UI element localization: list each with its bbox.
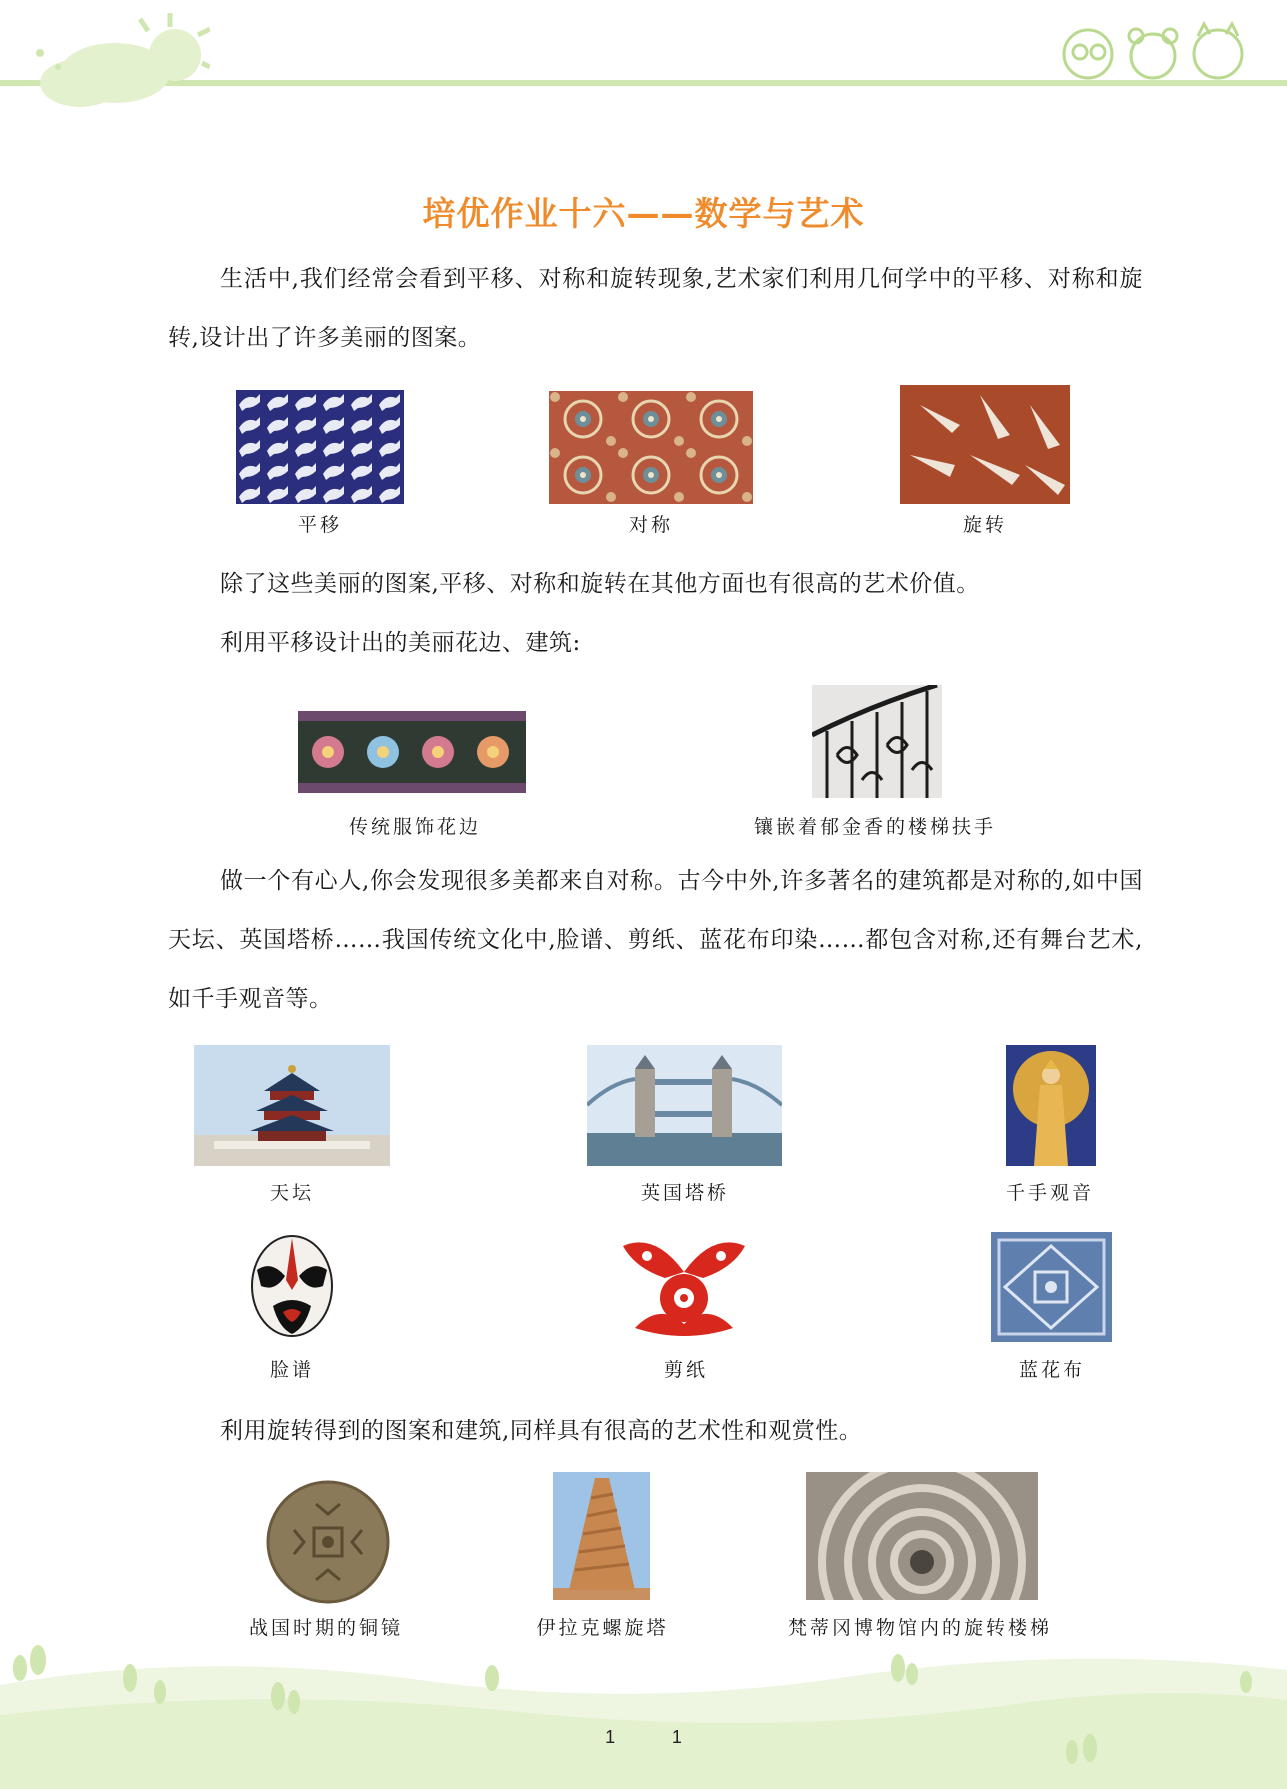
- caption-opera-mask: 脸谱: [269, 1359, 314, 1381]
- animal-faces-icon: [1058, 18, 1253, 83]
- rotation-pattern-image: [900, 385, 1070, 504]
- sun-cloud-icon: [20, 5, 210, 115]
- spiral-minaret-image: [553, 1472, 650, 1600]
- caption-tulip-railing: 镶嵌着郁金香的楼梯扶手: [753, 816, 996, 838]
- thousand-hand-guanyin-image: [1006, 1045, 1096, 1166]
- symmetry-paragraph: 做一个有心人,你会发现很多美都来自对称。古今中外,许多著名的建筑都是对称的,如中国天坛、英国塔桥……我国传统文化中,脸谱、剪纸、蓝花布印染……都包含对称,还有舞台艺术,如千手观音等。: [168, 868, 1143, 1012]
- rotation-text: 利用旋转得到的图案和建筑,同样具有很高的艺术性和观赏性。: [220, 1418, 863, 1444]
- symmetry-pattern-image: [549, 391, 753, 504]
- caption-spiral-staircase: 梵蒂冈博物馆内的旋转楼梯: [787, 1617, 1052, 1639]
- caption-bronze-mirror: 战国时期的铜镜: [248, 1617, 403, 1639]
- page-title: 培优作业十六——数学与艺术: [422, 194, 865, 233]
- caption-tower-bridge: 英国塔桥: [640, 1182, 729, 1204]
- caption-paper-cut: 剪纸: [663, 1359, 708, 1381]
- opera-mask-image: [245, 1232, 339, 1342]
- temple-of-heaven-image: [194, 1045, 390, 1166]
- paper-cut-image: [615, 1232, 753, 1342]
- art-value-text: 除了这些美丽的图案,平移、对称和旋转在其他方面也有很高的艺术价值。: [220, 571, 980, 597]
- caption-rotation: 旋转: [962, 514, 1007, 536]
- translation-pattern-image: [236, 390, 404, 504]
- tower-bridge-image: [587, 1045, 782, 1166]
- caption-lace-border: 传统服饰花边: [348, 816, 481, 838]
- caption-blue-cloth: 蓝花布: [1018, 1359, 1085, 1381]
- caption-spiral-minaret: 伊拉克螺旋塔: [536, 1617, 669, 1639]
- blue-cloth-image: [991, 1232, 1112, 1342]
- intro-paragraph: 生活中,我们经常会看到平移、对称和旋转现象,艺术家们利用几何学中的平移、对称和旋转,设计出了许多美丽的图案。: [168, 266, 1143, 351]
- bronze-mirror-image: [264, 1480, 392, 1604]
- translation-design-text: 利用平移设计出的美丽花边、建筑:: [220, 630, 581, 656]
- caption-temple-of-heaven: 天坛: [269, 1182, 314, 1204]
- spiral-staircase-image: [806, 1472, 1038, 1600]
- caption-symmetry: 对称: [628, 514, 673, 536]
- tulip-railing-image: [812, 685, 942, 798]
- caption-translation: 平移: [297, 514, 342, 536]
- lace-border-image: [298, 711, 526, 793]
- page-number: 11: [605, 1727, 740, 1747]
- footer-hills-decoration: [0, 1640, 1287, 1789]
- caption-guanyin: 千手观音: [1005, 1182, 1094, 1204]
